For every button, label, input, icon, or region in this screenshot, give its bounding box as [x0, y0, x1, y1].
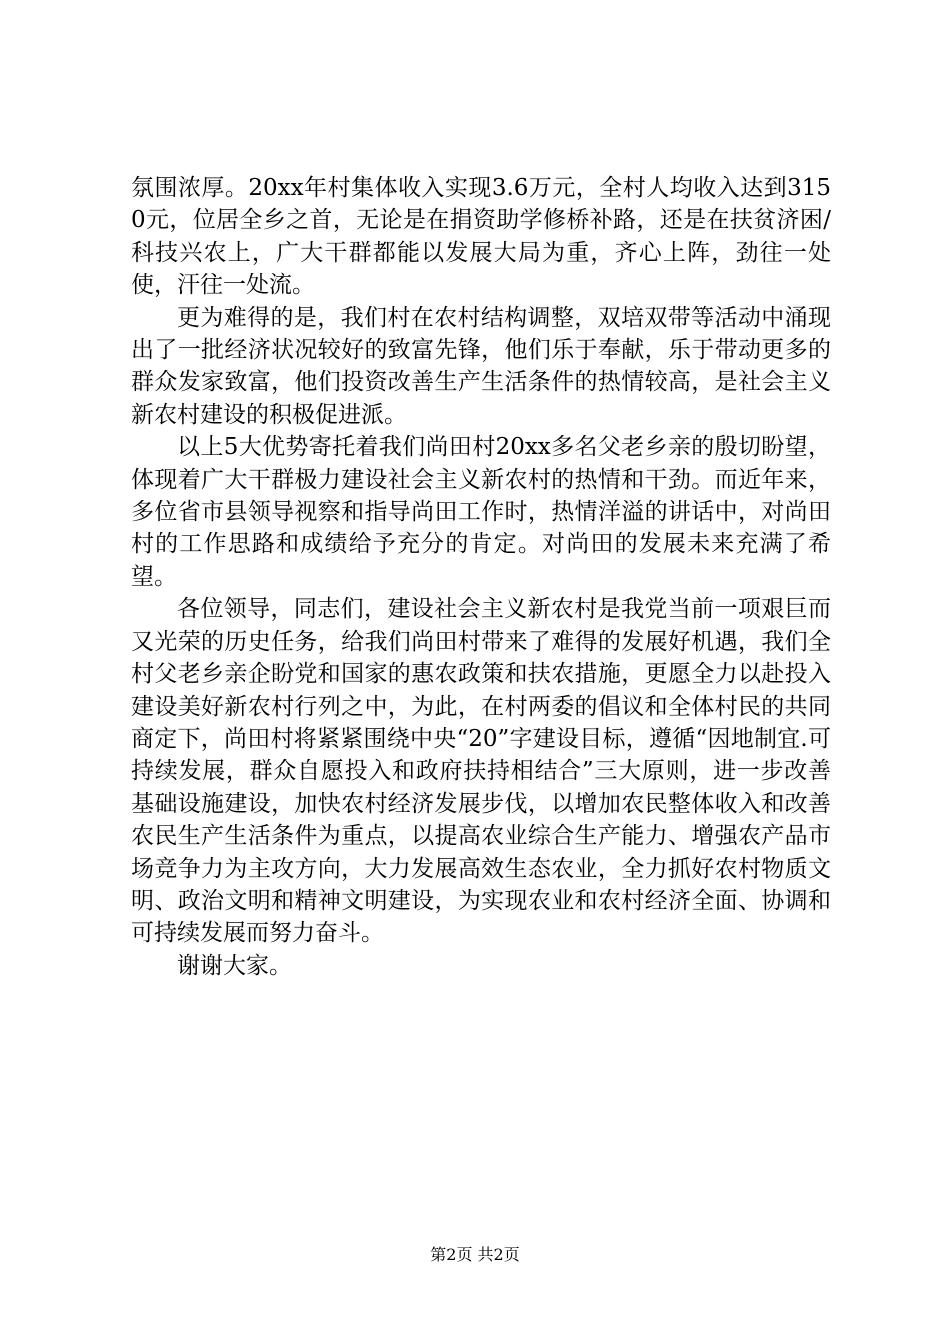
- paragraph-5: 谢谢大家。: [177, 952, 292, 979]
- paragraph-2: 更为难得的是，我们村在农村结构调整，双培双带等活动中涌现出了一批经济状况较好的致富先锋，他们乐于奉献，乐于带动更多的群众发家致富，他们投资改善生产生活条件的热情较高，是社会主义新农村建设的积极促进派。: [131, 304, 831, 428]
- paragraph-1: 氛围浓厚。20xx年村集体收入实现3.6万元，全村人均收入达到3150元，位居全乡之首，无论是在捐资助学修桥补路，还是在扶贫济困/科技兴农上，广大干群都能以发展大局为重，齐心上阵，劲往一处使，汗往一处流。: [131, 175, 831, 299]
- paragraph-4: 各位领导，同志们，建设社会主义新农村是我党当前一项艰巨而又光荣的历史任务，给我们尚田村带来了难得的发展好机遇，我们全村父老乡亲企盼党和国家的惠农政策和扶农措施，更愿全力以赴投入建设美好新农村行列之中，为此，在村两委的倡议和全体村民的共同商定下，尚田村将紧紧围绕中央“20”字建设目标，遵循“因地制宜.可持续发展，群众自愿投入和政府扶持相结合”三大原则，进一步改善基础设施建设，加快农村经济发展步伐，以增加农民整体收入和改善农民生产生活条件为重点，以提高农业综合生产能力、增强农产品市场竞争力为主攻方向，大力发展高效生态农业，全力抓好农村物质文明、政治文明和精神文明建设，为实现农业和农村经济全面、协调和可持续发展而努力奋斗。: [131, 596, 831, 947]
- paragraph-3: 以上5大优势寄托着我们尚田村20xx多名父老乡亲的殷切盼望，体现着广大干群极力建设社会主义新农村的热情和干劲。而近年来，多位省市县领导视察和指导尚田工作时，热情洋溢的讲话中，对尚田村的工作思路和成绩给予充分的肯定。对尚田的发展未来充满了希望。: [131, 434, 831, 590]
- document-body: [131, 172, 831, 982]
- page-number-label: 第2页 共2页: [430, 1245, 520, 1264]
- page-footer: [0, 1245, 950, 1265]
